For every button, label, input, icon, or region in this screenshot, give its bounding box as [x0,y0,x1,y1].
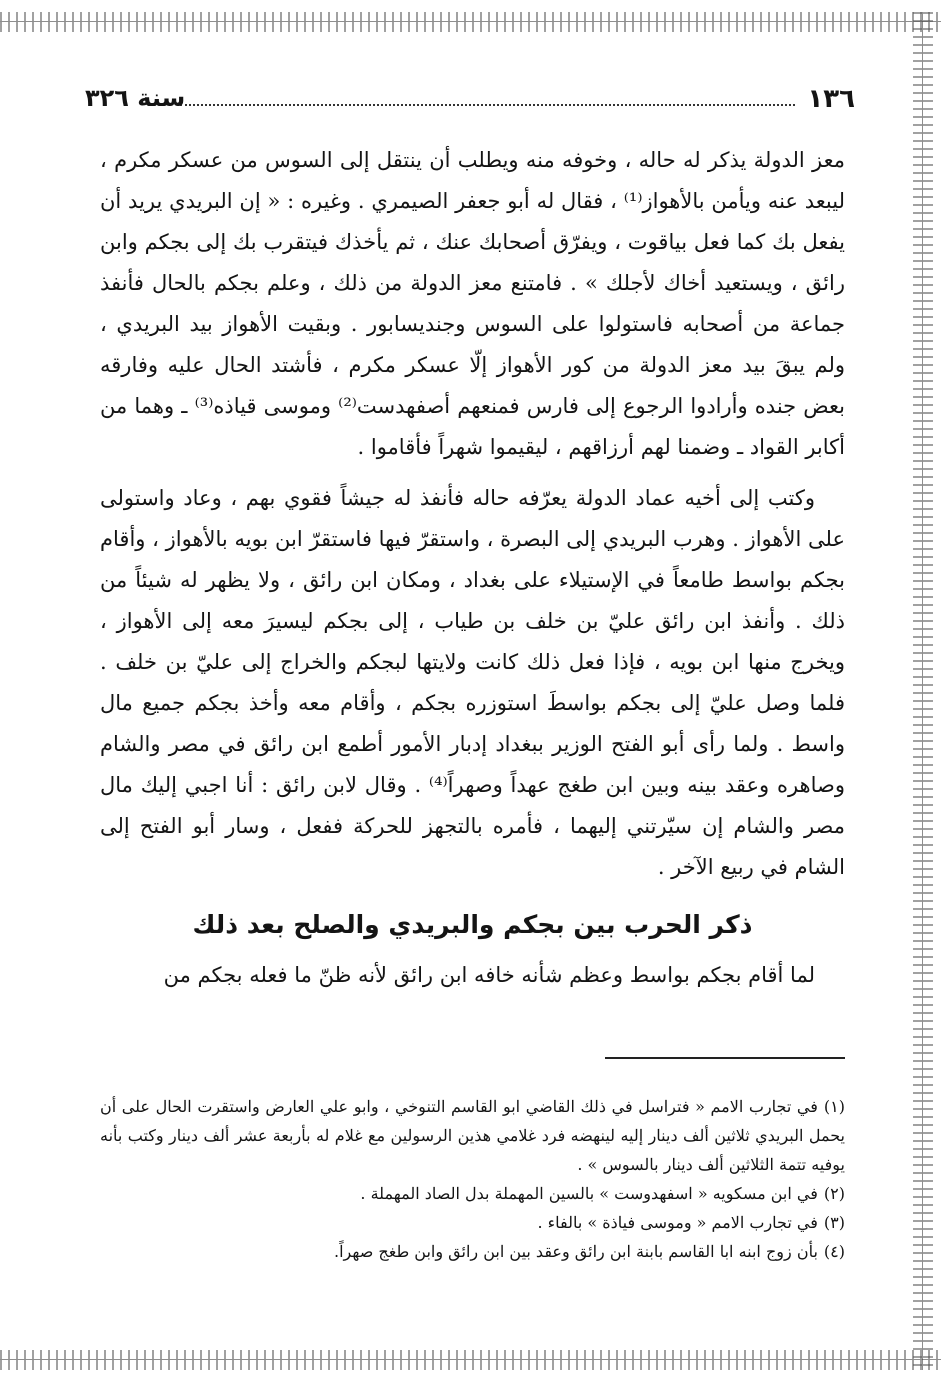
footnote-text: في تجارب الامم « فتراسل في ذلك القاضي ابو القاسم التنوخي ، وابو علي العارض واستقرت الحال على أن يحمل البريدي ثلاثين ألف دينار إليه لينهضه فرد غلامي هذين الرسولين مع غلام له بأربعة عشر ألف دينار وكتب بأنه يوفيه تتمة الثلاثين ألف دينار بالسوس » . [100,1097,846,1174]
header-dotted-leader [180,104,795,106]
bottom-decorative-border [0,1350,941,1370]
footnotes [100,1092,845,1266]
running-header [85,84,855,124]
footnote-number: (١) [823,1097,845,1116]
footnote-text: بأن زوج ابنه ابا القاسم بابنة ابن رائق وعقد بين ابن رائق وابن طغج صهراً. [334,1242,818,1261]
main-text [100,140,845,996]
footnote-1 [100,1092,845,1179]
footnote-text: في ابن مسكويه « اسفهدوست » بالسين المهملة بدل الصاد المهملة . [360,1184,818,1203]
page-number: ١٣٦ [807,84,855,114]
page-year: سنة ٣٢٦ [85,84,186,112]
paragraph-2: وكتب إلى أخيه عماد الدولة يعرّفه حاله فأنفذ له جيشاً فقوي بهم ، وعاد واستولى على الأهواز . وهرب البريدي إلى البصرة ، واستقرّ فيها فاستقرّ ابن بويه بالأهواز ، وأقام بجكم بواسط طامعاً في الإستيلاء على بغداد ، ومكان ابن رائق ، ولا يظهر له شيئاً من ذلك . وأنفذ ابن رائق عليّ بن خلف بن طياب ، إلى بجكم ليسيرَ معه إلى الأهواز ، ويخرج منها ابن بويه ، فإذا فعل ذلك كانت ولايتها لبجكم والخراج إلى عليّ بن خلف . فلما وصل عليّ إلى بجكم بواسطَ استوزره بجكم ، وأقام معه وأخذ بجكم جميع مال واسط . ولما رأى أبو الفتح الوزير ببغداد إدبار الأمور أطمع ابن رائق في مصر والشام وصاهره وعقد بينه وبين ابن طغج عهداً وصهراً⁽⁴⁾ . وقال لابن رائق : أنا اجبي إليك مال مصر والشام إن سيّرتني إليهما ، فأمره بالتجهز للحركة ففعل ، وسار أبو الفتح إلى الشام في ربيع الآخر . [100,486,845,879]
footnote-number: (٤) [823,1242,845,1261]
right-decorative-border [913,12,933,1370]
section-heading: ذكر الحرب بين بجكم والبريدي والصلح بعد ذلك [192,910,753,939]
footnote-number: (٢) [823,1184,845,1203]
footnote-4 [100,1237,845,1266]
footnote-2 [100,1179,845,1208]
paragraph-1: معز الدولة يذكر له حاله ، وخوفه منه ويطلب أن ينتقل إلى السوس من عسكر مكرم ، ليبعد عنه ويأمن بالأهواز⁽¹⁾ ، فقال له أبو جعفر الصيمري . وغيره : « إن البريدي يريد أن يفعل بك كما فعل بياقوت ، ويفرّق أصحابك عنك ، ثم يأخذك فيتقرب بك إلى بجكم وابن رائق ، ويستعيد أخاك لأجلك » . فامتنع معز الدولة من ذلك ، وعلم بجكم بالحال فأنفذ جماعة من أصحابه فاستولوا على السوس وجنديسابور . وبقيت الأهواز بيد البريدي ، ولم يبقَ بيد معز الدولة من كور الأهواز إلّا عسكر مكرم ، فأشتد الحال عليه وفارقه بعض جنده وأرادوا الرجوع إلى فارس فمنعهم أصفهدست⁽²⁾ وموسى قياذه⁽³⁾ ـ وهما من أكابر القواد ـ وضمنا لهم أرزاقهم ، ليقيموا شهراً فأقاموا . [100,148,845,459]
section-paragraph: لما أقام بجكم بواسط وعظم شأنه خافه ابن رائق لأنه ظنّ ما فعله بجكم من [163,963,815,987]
footnote-number: (٣) [823,1213,845,1232]
footnote-text: في تجارب الامم « وموسى فياذة » بالفاء . [537,1213,818,1232]
footnote-separator [605,1057,845,1059]
footnote-3 [100,1208,845,1237]
top-decorative-border [0,12,941,32]
